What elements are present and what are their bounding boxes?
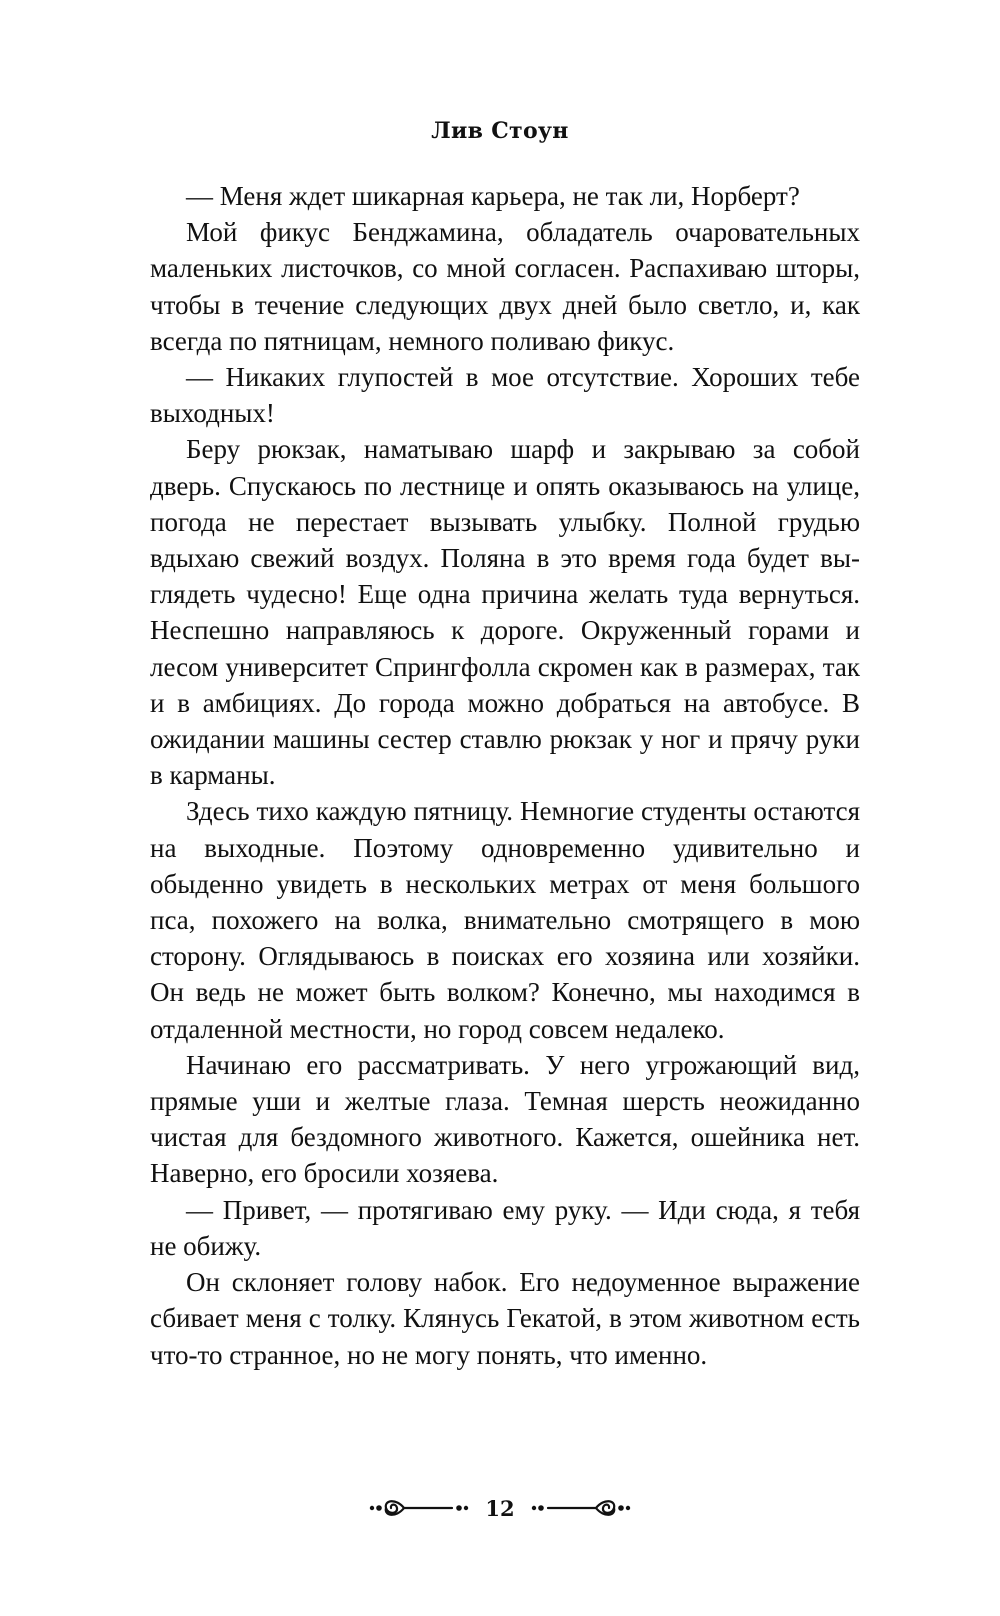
running-head-author: Лив Стоун: [431, 118, 569, 144]
paragraph-4: Беру рюкзак, наматываю шарф и закрываю за собой дверь. Спускаюсь по лестнице и опять оказываюсь на улице, погода не перестает вызывать улыбку. Полной грудью вдыхаю свежий воздух. Поляна в это время года будет выглядеть чудесно! Еще одна причина желать туда вернуться. Неспешно направляюсь к дороге. Окруженный горами и лесом университет Спрингфолла скромен как в размерах, так и в амбициях. До города можно добраться на автобусе. В ожидании машины сестер ставлю рюкзак у ног и прячу руки в карманы.: [150, 434, 860, 791]
page-body-text: [150, 178, 860, 1373]
page-footer: [0, 1490, 1000, 1530]
page-number: 12: [485, 1496, 515, 1521]
paragraph-5: Здесь тихо каждую пятницу. Немногие студенты остаются на выходные. Поэтому одновременно удивительно и обыденно увидеть в нескольких метрах от меня большого пса, похожего на волка, внимательно смотрящего в мою сторону. Оглядываюсь в поисках его хозяина или хозяйки. Он ведь не может быть волком? Конечно, мы находимся в отдаленной местности, но город совсем недалеко.: [150, 796, 860, 1044]
paragraph-3: — Никаких глупостей в мое отсутствие. Хороших тебе выходных!: [150, 362, 860, 429]
paragraph-1: — Меня ждет шикарная карьера, не так ли, Норберт?: [186, 181, 800, 211]
paragraph-7: — Привет, — протягиваю ему руку. — Иди сюда, я тебя не обижу.: [150, 1194, 860, 1261]
paragraph-8: Он склоняет голову набок. Его недоуменное выражение сбивает меня с толку. Клянусь Гекатой, в этом животном есть что-то странное, но не могу понять, что именно.: [150, 1267, 860, 1370]
paragraph-6: Начинаю его рассматривать. У него угрожающий вид, прямые уши и желтые глаза. Темная шерсть неожиданно чистая для бездомного животного. Кажется, ошейника нет. Наверно, его бросили хозяева.: [150, 1049, 860, 1189]
paragraph-2: Мой фикус Бенджамина, обладатель очаровательных маленьких листочков, со мной согласен. Распахиваю шторы, чтобы в течение следующих двух дней было светло, и, как всегда по пятницам, немного поливаю фикус.: [150, 217, 860, 356]
